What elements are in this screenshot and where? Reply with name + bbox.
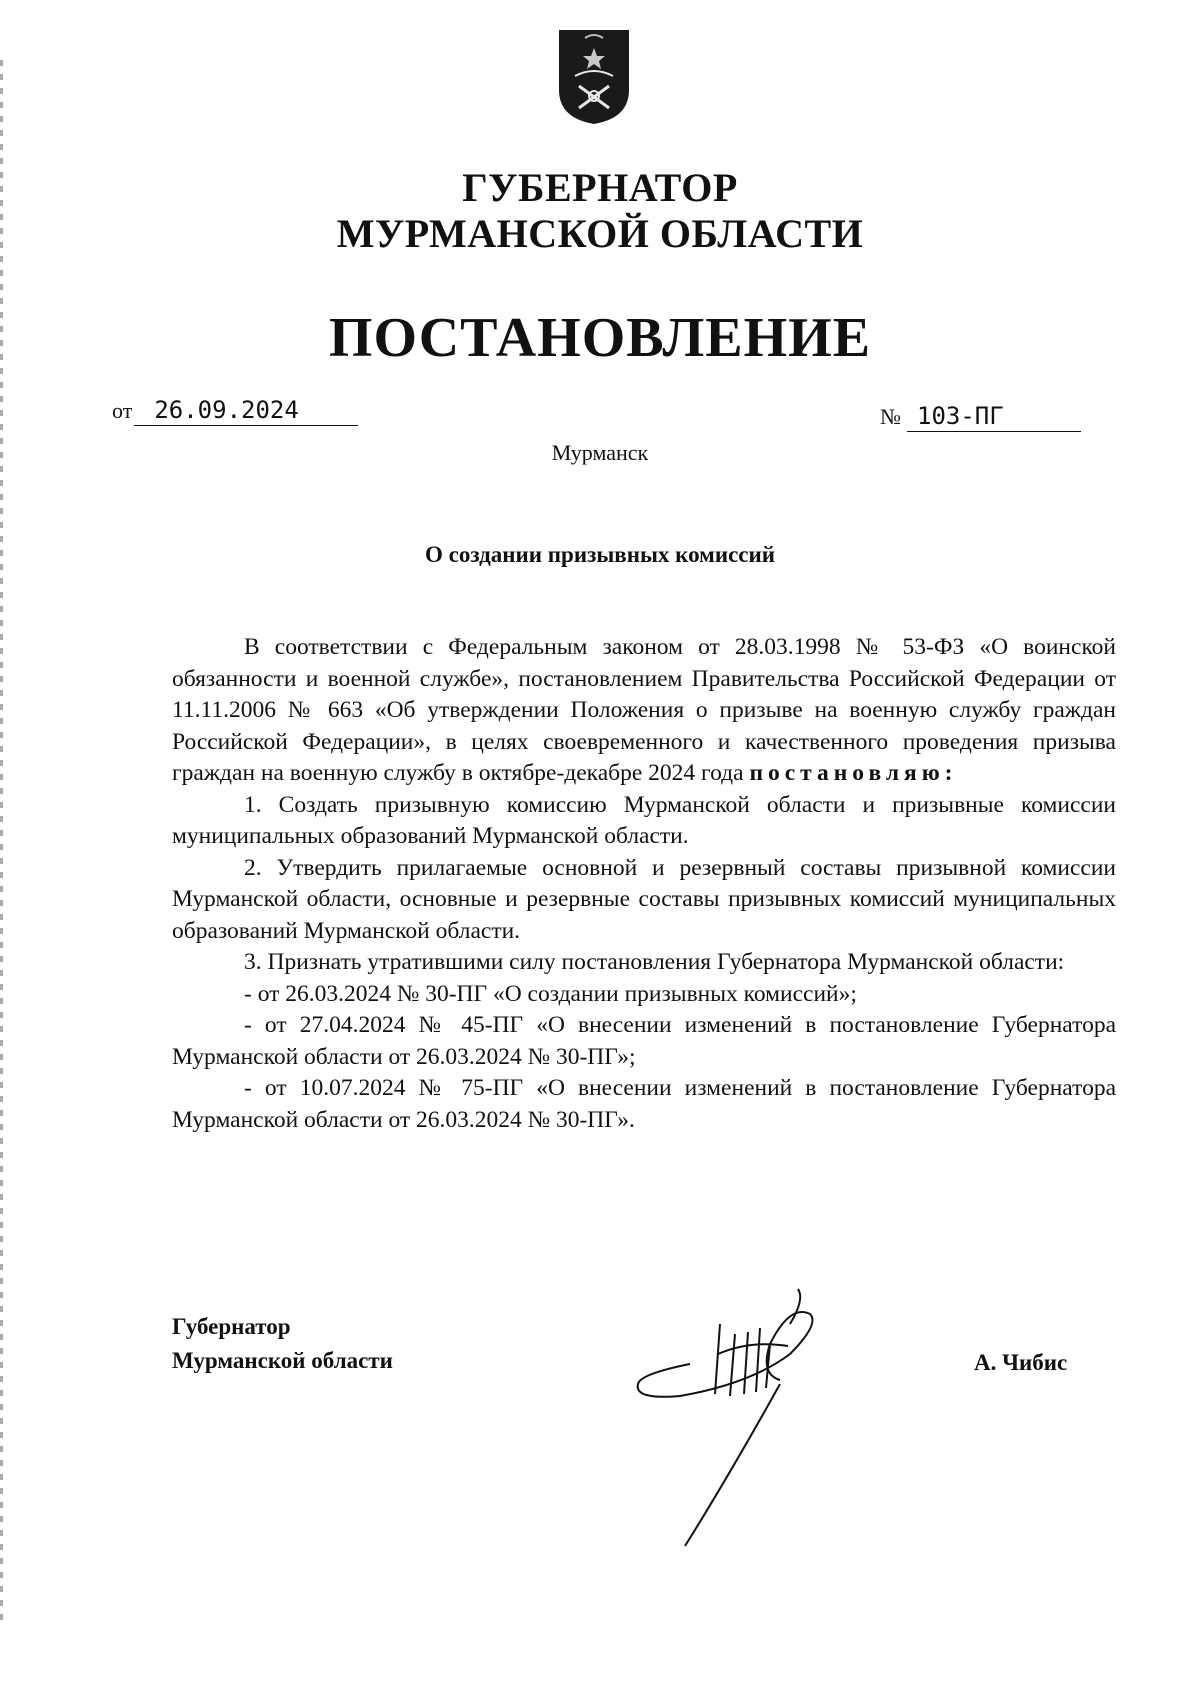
coat-of-arms-icon [555,26,633,126]
document-subject: О создании призывных комиссий [424,542,776,567]
item-3: 3. Признать утратившими силу постановления Губернатора Мурманской области: [244,949,1065,975]
subitem-2: - от 27.04.2024 № 45-ПГ «О внесении изменений в постановление Губернатора Мурманской области от 26.03.2024 № 30-ПГ»; [172,1012,1116,1070]
resolve-word: постановляю: [749,760,958,786]
preamble-paragraph [172,632,1116,790]
authority-title-line2: МУРМАНСКОЙ ОБЛАСТИ [336,211,864,256]
item-2: 2. Утвердить прилагаемые основной и резервный составы призывной комиссии Мурманской области, основные и резервные составы призывных комиссий муниципальных образований Мурманской области. [172,854,1116,944]
date-row [112,396,358,426]
date-value: 26.09.2024 [134,396,358,426]
preamble-text: В соответствии с Федеральным законом от 28.03.1998 № 53-ФЗ «О воинской обязанности и военной службе», постановлением Правительства Российской Федерации от 11.11.2006 № 663 «Об утверждении Положения о призыве на военную службу граждан Российской Федерации», в целях своевременного и качественного проведения призыва граждан на военную службу в октябре-декабре 2024 года [172,634,1116,786]
signatory-position-line2: Мурманской области [172,1348,393,1373]
signatory-position-line1: Губернатор [172,1314,291,1339]
document-type-title: ПОСТАНОВЛЕНИЕ [328,307,872,369]
handwritten-signature [620,1284,860,1554]
authority-title-line1: ГУБЕРНАТОР [462,165,738,210]
subitem-1: - от 26.03.2024 № 30-ПГ «О создании призывных комиссий»; [244,980,857,1007]
date-prefix: от [112,398,133,423]
city: Мурманск [551,440,649,465]
signatory-name: А. Чибис [974,1350,1068,1375]
number-row [880,402,1081,432]
item-1: 1. Создать призывную комиссию Мурманской области и призывные комиссии муниципальных образований Мурманской области. [172,791,1116,849]
signatory-position [172,1310,393,1378]
document-body [172,632,1116,1136]
number-prefix: № [880,404,901,429]
scan-edge [0,60,3,1620]
subitem-3: - от 10.07.2024 № 75-ПГ «О внесении изменений в постановление Губернатора Мурманской области от 26.03.2024 № 30-ПГ». [172,1075,1116,1133]
number-value: 103-ПГ [907,402,1081,432]
